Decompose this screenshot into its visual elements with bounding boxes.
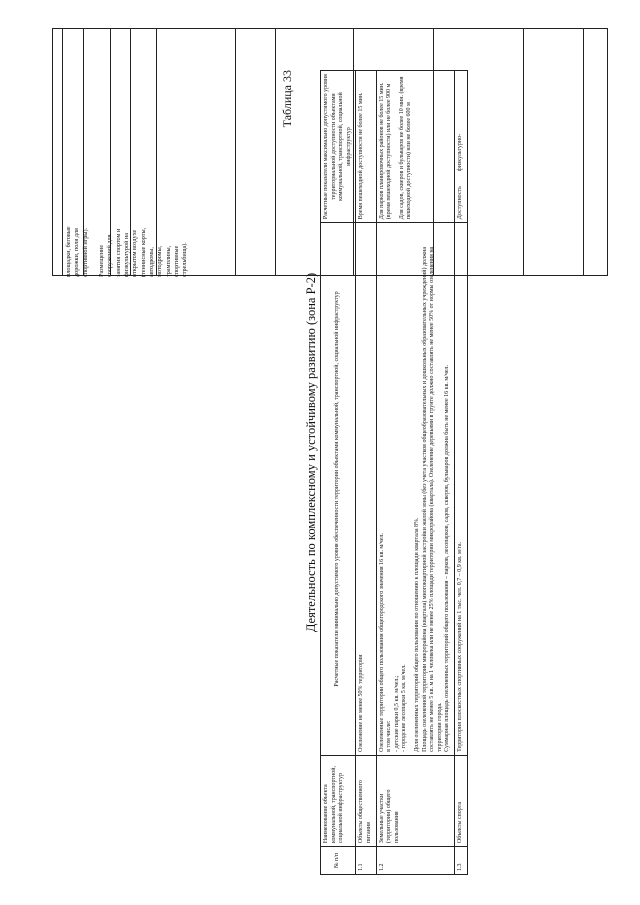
header-provision: Расчетные показатели минимально допустимого уровня обеспеченности территории объектами коммунальной, транспортной, социальной инфраструктур [321,223,356,756]
row-accessibility [376,71,454,223]
table-row [356,71,376,875]
accessibility-paragraph: Для садов, скверов и бульваров не более 10 мин. (время пешеходной доступности) или не более 600 м [398,76,413,220]
row-accessibility: Время пешеходной доступности не более 15 мин. [356,71,376,223]
row-object: Земельные участки (территории) общего пользования [376,755,454,846]
table-header-row [321,71,356,875]
standards-table [320,70,468,875]
accessibility-paragraph: Для парков планировочных районов не более 15 мин. (время пешеходной доступности) или не более 900 м [378,82,393,220]
table-row [454,71,467,875]
row-object: Объекты спорта [454,755,467,846]
row-num: 1.1 [356,847,376,875]
row-provision: Озеленение не менее 50% территории [356,223,376,756]
header-accessibility: Расчетные показатели максимально допустимого уровня территориальной доступности объектами коммунальной, транспортной, социальной инфраструктур [321,71,356,223]
table-row [376,71,454,875]
row-provision: Территория плоскостных спортивных сооружений на 1 тыс. чел. 0,7 – 0,9 кв. м/га. [454,223,467,756]
provision-paragraph: Доля озелененных территорий общего пользования по отношению к площади квартала 8%. Площадь озелененной территории микрорайона (квартала) многоквартирной застройки жилой зоны (без учета участков общеобразовательных и дошкольных образовательных учреждений) должна составлять не менее 5 кв. м на 1 человека или не менее 25% площади территории микрорайона (квартала). Озеленение деревьями в грунте должно составлять не менее 50% от нормы озеленения на территории города. Суммарная площадь озелененных территорий общего пользования – парков, лесопарков, садов, скверов, бульваров должна быть не менее 16 кв. м/чел. [413,246,451,752]
row-provision [376,223,454,756]
continuation-cell-text: площадки, беговые дорожки, поля для спортивной игры). Размещение сооружений для занятия спортом и физкультурой на открытом воздухе (теннисные корты, автодромы, мотодромы, трамплины, спортивные стрельбища). [65,226,189,277]
header-num: № п/п [321,847,356,875]
row-object: Объекты общественного питания [356,755,376,846]
document-title: Деятельность по комплексному и устойчивому развитию (зона Р-2) [304,272,318,633]
row-num: 1.2 [376,847,454,875]
table-number-label: Таблица 33 [280,70,294,128]
row-accessibility: Доступность физкультурно- [454,71,467,223]
header-object: Наименование объекта коммунальной, транспортной, социальной инфраструктур [321,755,356,846]
row-num: 1.3 [454,847,467,875]
provision-paragraph: Озелененные территории общего пользования общегородского значения 16 кв. м/чел. в том числе: - детские парки 0,5 кв. м/чел.; - городские лесопарки 5 кв. м/чел. [378,533,408,752]
